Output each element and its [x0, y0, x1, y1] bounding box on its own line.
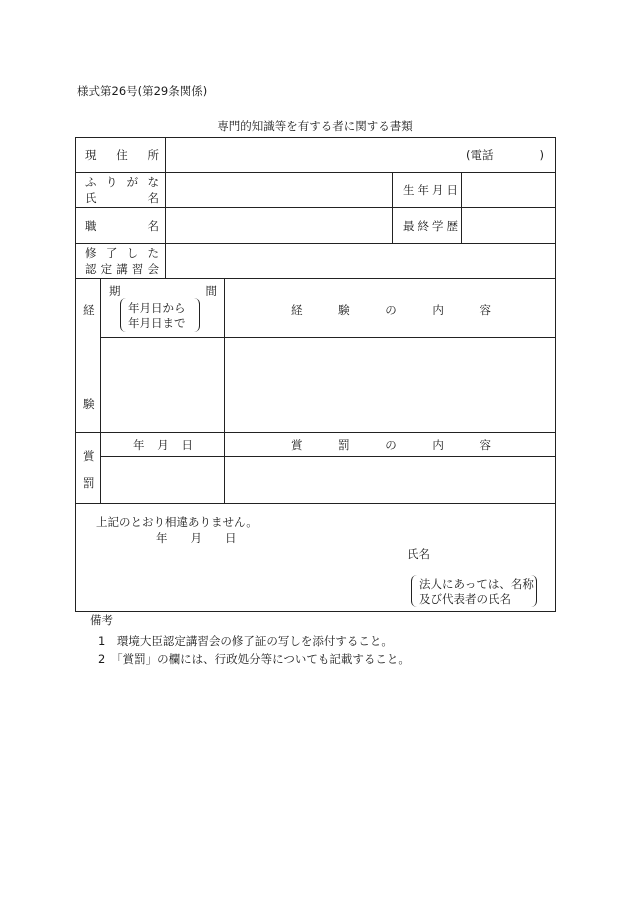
birthdate-input[interactable]: [462, 173, 554, 206]
form-number-label: 様式第26号(第29条関係): [77, 84, 208, 98]
notes-heading: 備考: [90, 613, 113, 627]
education-label: 最終学歴: [403, 219, 461, 233]
training-label-line1: 修 了 し た: [85, 246, 159, 260]
experience-side-label-bottom: 験: [83, 397, 95, 411]
experience-side-label-top: 経: [83, 303, 95, 317]
occupation-label: 職 名: [85, 219, 159, 233]
declaration-date: 年 月 日: [156, 531, 237, 545]
document-title: 専門的知識等を有する者に関する書類: [217, 119, 413, 133]
address-label: 現 住 所: [85, 148, 159, 162]
period-from-label: 年月日から: [128, 301, 186, 315]
experience-content-header: 経 験 の 内 容: [291, 303, 491, 317]
name-input[interactable]: [166, 173, 391, 206]
note-item-1: 1 環境大臣認定講習会の修了証の写しを添付すること。: [98, 634, 393, 648]
period-header: 期 間: [109, 284, 217, 298]
awards-date-input[interactable]: [101, 457, 223, 502]
awards-date-header: 年 月 日: [133, 438, 193, 452]
education-input[interactable]: [462, 208, 554, 242]
experience-content-input[interactable]: [225, 338, 554, 431]
training-input[interactable]: [166, 244, 554, 277]
training-label-line2: 認 定 講 習 会: [85, 262, 159, 276]
declaration-statement: 上記のとおり相違ありません。: [96, 515, 258, 529]
note-item-2: 2 「賞罰」の欄には、行政処分等についても記載すること。: [98, 652, 410, 666]
awards-content-input[interactable]: [225, 457, 554, 502]
signature-input[interactable]: [431, 541, 549, 563]
row-divider: [76, 432, 555, 433]
experience-period-input[interactable]: [101, 338, 223, 431]
awards-side-label-top: 賞: [83, 449, 95, 463]
phone-label: (電話 ): [466, 148, 544, 162]
corp-note-line1: 法人にあっては、名称: [419, 577, 534, 591]
awards-content-header: 賞 罰 の 内 容: [291, 438, 491, 452]
row-divider: [76, 503, 555, 504]
form-table: [75, 137, 556, 612]
corp-note-line2: 及び代表者の氏名: [419, 592, 511, 606]
birthdate-label: 生年月日: [403, 183, 461, 197]
awards-side-label-bottom: 罰: [83, 476, 95, 490]
name-label: 氏 名: [85, 191, 159, 205]
furigana-label: ふ り が な: [85, 175, 159, 189]
period-to-label: 年月日まで: [128, 316, 186, 330]
signature-label: 氏名: [407, 547, 430, 561]
occupation-input[interactable]: [166, 208, 391, 242]
column-divider: [392, 172, 393, 243]
row-divider: [76, 278, 555, 279]
